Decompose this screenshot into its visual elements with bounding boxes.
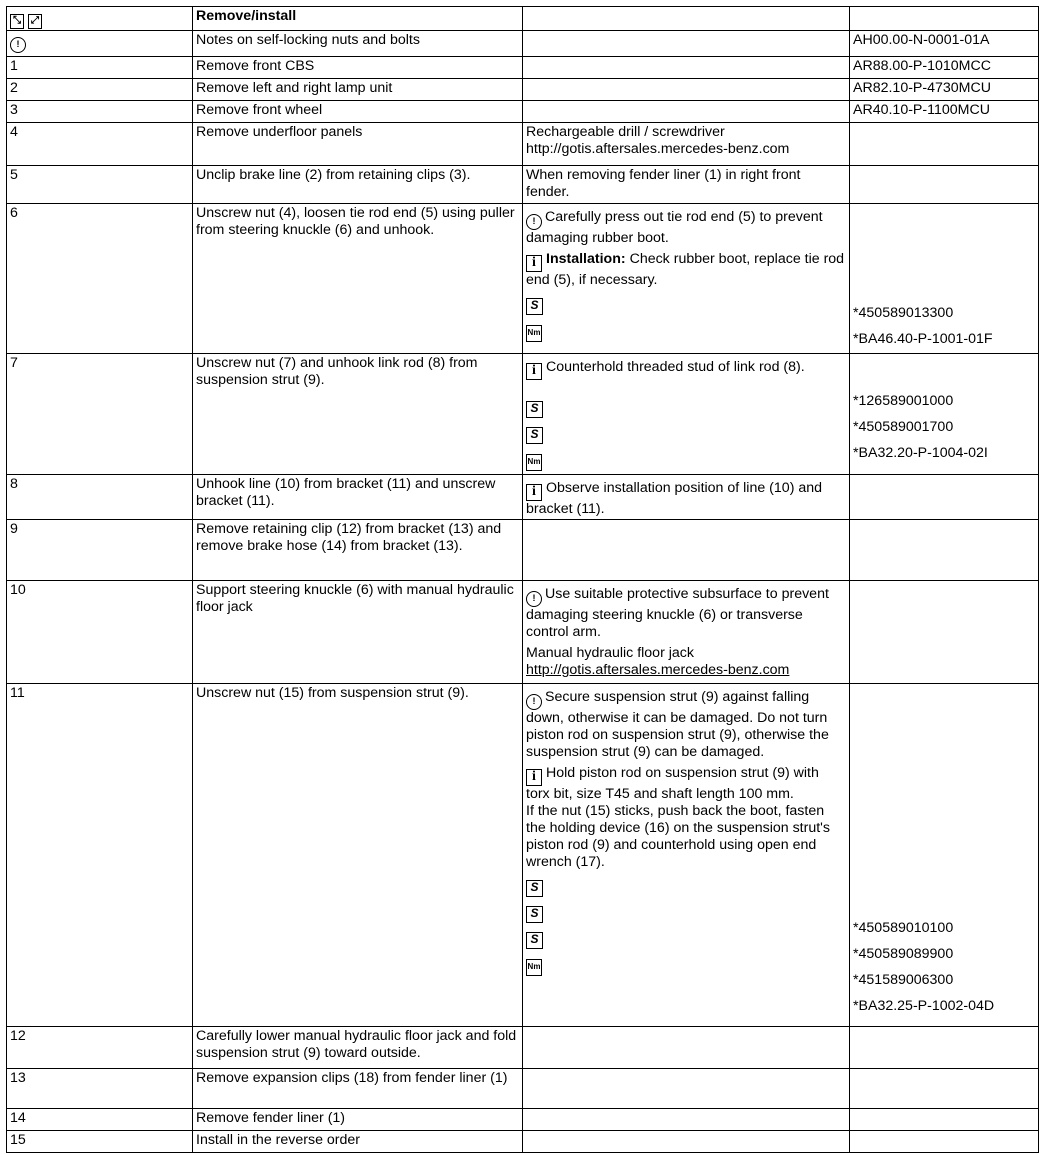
- torque-ref[interactable]: *BA46.40-P-1001-01F: [853, 331, 993, 347]
- table-row: [7, 101, 1039, 123]
- step-ref[interactable]: AR40.10-P-1100MCU: [850, 101, 1039, 123]
- info-text: Check rubber boot, replace tie rod end (5), if necessary.: [526, 251, 845, 288]
- torque-nm-icon[interactable]: Nm: [526, 325, 542, 342]
- info-icon: i: [526, 255, 542, 272]
- step-number: 2: [7, 79, 193, 101]
- table-row: [7, 581, 1039, 684]
- step-number: 13: [7, 1069, 193, 1109]
- header-icons-cell: [7, 7, 193, 31]
- step-action: Install in the reverse order: [193, 1131, 523, 1153]
- special-tool-icon[interactable]: S: [526, 932, 543, 949]
- step-number: 4: [7, 123, 193, 166]
- table-row: [7, 57, 1039, 79]
- table-row: [7, 520, 1039, 581]
- step-number: 10: [7, 581, 193, 684]
- step-number: 11: [7, 684, 193, 1027]
- step-action: Support steering knuckle (6) with manual hydraulic floor jack: [193, 581, 523, 684]
- tool-ref[interactable]: *450589013300: [853, 305, 954, 321]
- step-ref[interactable]: AR82.10-P-4730MCU: [850, 79, 1039, 101]
- step-number: 12: [7, 1027, 193, 1069]
- table-row: [7, 1109, 1039, 1131]
- header-col3: [523, 7, 850, 31]
- special-tool-icon[interactable]: S: [526, 298, 543, 315]
- tool-ref[interactable]: *450589001700: [853, 419, 954, 435]
- step-detail: When removing fender liner (1) in right front fender.: [523, 166, 850, 204]
- step-action: Unclip brake line (2) from retaining clips (3).: [193, 166, 523, 204]
- table-row: [7, 1027, 1039, 1069]
- table-row: [7, 204, 1039, 354]
- tool-description: Manual hydraulic floor jack: [526, 645, 694, 661]
- step-action: Unscrew nut (15) from suspension strut (9).: [193, 684, 523, 1027]
- info-label: Installation:: [546, 251, 626, 267]
- step-action: Remove underfloor panels: [193, 123, 523, 166]
- tool-link[interactable]: http://gotis.aftersales.mercedes-benz.com: [526, 662, 790, 678]
- info-text: Counterhold threaded stud of link rod (8).: [546, 359, 805, 375]
- torque-ref[interactable]: *BA32.20-P-1004-02I: [853, 445, 988, 461]
- collapse-icon[interactable]: ⤢: [28, 14, 42, 29]
- info-text-2: If the nut (15) sticks, push back the boot, fasten the holding device (16) on the suspension strut's piston rod (9) and counterhold using open end wrench (17).: [526, 803, 830, 870]
- step-action: Remove left and right lamp unit: [193, 79, 523, 101]
- note-text: Use suitable protective subsurface to prevent damaging steering knuckle (6) or transverse control arm.: [526, 586, 829, 640]
- step-action: Unscrew nut (7) and unhook link rod (8) from suspension strut (9).: [193, 354, 523, 475]
- special-tool-icon[interactable]: S: [526, 906, 543, 923]
- header-title: Remove/install: [193, 7, 523, 31]
- tool-description: Rechargeable drill / screwdriver: [526, 124, 725, 140]
- step-action: Unhook line (10) from bracket (11) and unscrew bracket (11).: [193, 475, 523, 520]
- header-col4: [850, 7, 1039, 31]
- step-action: Remove front CBS: [193, 57, 523, 79]
- info-text: Hold piston rod on suspension strut (9) with torx bit, size T45 and shaft length 100 mm.: [526, 765, 819, 802]
- table-row: [7, 475, 1039, 520]
- step-action: Remove front wheel: [193, 101, 523, 123]
- notes-link[interactable]: Notes on self-locking nuts and bolts: [193, 31, 523, 57]
- special-tool-icon[interactable]: S: [526, 427, 543, 444]
- note-icon: !: [526, 214, 542, 230]
- procedure-table: [6, 6, 1039, 1153]
- note-icon: !: [526, 591, 542, 607]
- special-tool-icon[interactable]: S: [526, 880, 543, 897]
- step-number: 5: [7, 166, 193, 204]
- step-action: Remove expansion clips (18) from fender liner (1): [193, 1069, 523, 1109]
- step-action: Carefully lower manual hydraulic floor jack and fold suspension strut (9) toward outside.: [193, 1027, 523, 1069]
- table-row: [7, 1131, 1039, 1153]
- step-action: Unscrew nut (4), loosen tie rod end (5) using puller from steering knuckle (6) and unhook.: [193, 204, 523, 354]
- note-icon: !: [10, 37, 26, 53]
- tool-ref[interactable]: *126589001000: [853, 393, 954, 409]
- special-tool-icon[interactable]: S: [526, 401, 543, 418]
- step-number: 1: [7, 57, 193, 79]
- tool-ref[interactable]: *450589010100: [853, 920, 954, 936]
- step-number: 14: [7, 1109, 193, 1131]
- step-action: Remove retaining clip (12) from bracket (13) and remove brake hose (14) from bracket (13).: [193, 520, 523, 581]
- torque-ref[interactable]: *BA32.25-P-1002-04D: [853, 998, 995, 1014]
- step-number: 6: [7, 204, 193, 354]
- note-icon: !: [526, 694, 542, 710]
- table-row: [7, 1069, 1039, 1109]
- notes-ref[interactable]: AH00.00-N-0001-01A: [850, 31, 1039, 57]
- torque-nm-icon[interactable]: Nm: [526, 959, 542, 976]
- note-text: Secure suspension strut (9) against falling down, otherwise it can be damaged. Do not turn piston rod on suspension strut (9), otherwise the suspension strut (9) can be damaged.: [526, 689, 829, 760]
- step-number: 9: [7, 520, 193, 581]
- info-icon: i: [526, 484, 542, 501]
- tool-link[interactable]: http://gotis.aftersales.mercedes-benz.com: [526, 141, 790, 157]
- tool-ref[interactable]: *451589006300: [853, 972, 954, 988]
- step-number: 3: [7, 101, 193, 123]
- step-number: 15: [7, 1131, 193, 1153]
- step-number: 7: [7, 354, 193, 475]
- info-icon: i: [526, 769, 542, 786]
- tool-ref[interactable]: *450589089900: [853, 946, 954, 962]
- note-text: Carefully press out tie rod end (5) to prevent damaging rubber boot.: [526, 209, 823, 246]
- table-row: [7, 31, 1039, 57]
- table-row: [7, 166, 1039, 204]
- step-ref[interactable]: AR88.00-P-1010MCC: [850, 57, 1039, 79]
- expand-icon[interactable]: ⤡: [10, 14, 24, 29]
- table-row: [7, 684, 1039, 1027]
- table-row: [7, 354, 1039, 475]
- torque-nm-icon[interactable]: Nm: [526, 454, 542, 471]
- info-icon: i: [526, 363, 542, 380]
- step-number: 8: [7, 475, 193, 520]
- table-header-row: [7, 7, 1039, 31]
- table-row: [7, 79, 1039, 101]
- step-action: Remove fender liner (1): [193, 1109, 523, 1131]
- table-row: [7, 123, 1039, 166]
- info-text: Observe installation position of line (10) and bracket (11).: [526, 480, 823, 517]
